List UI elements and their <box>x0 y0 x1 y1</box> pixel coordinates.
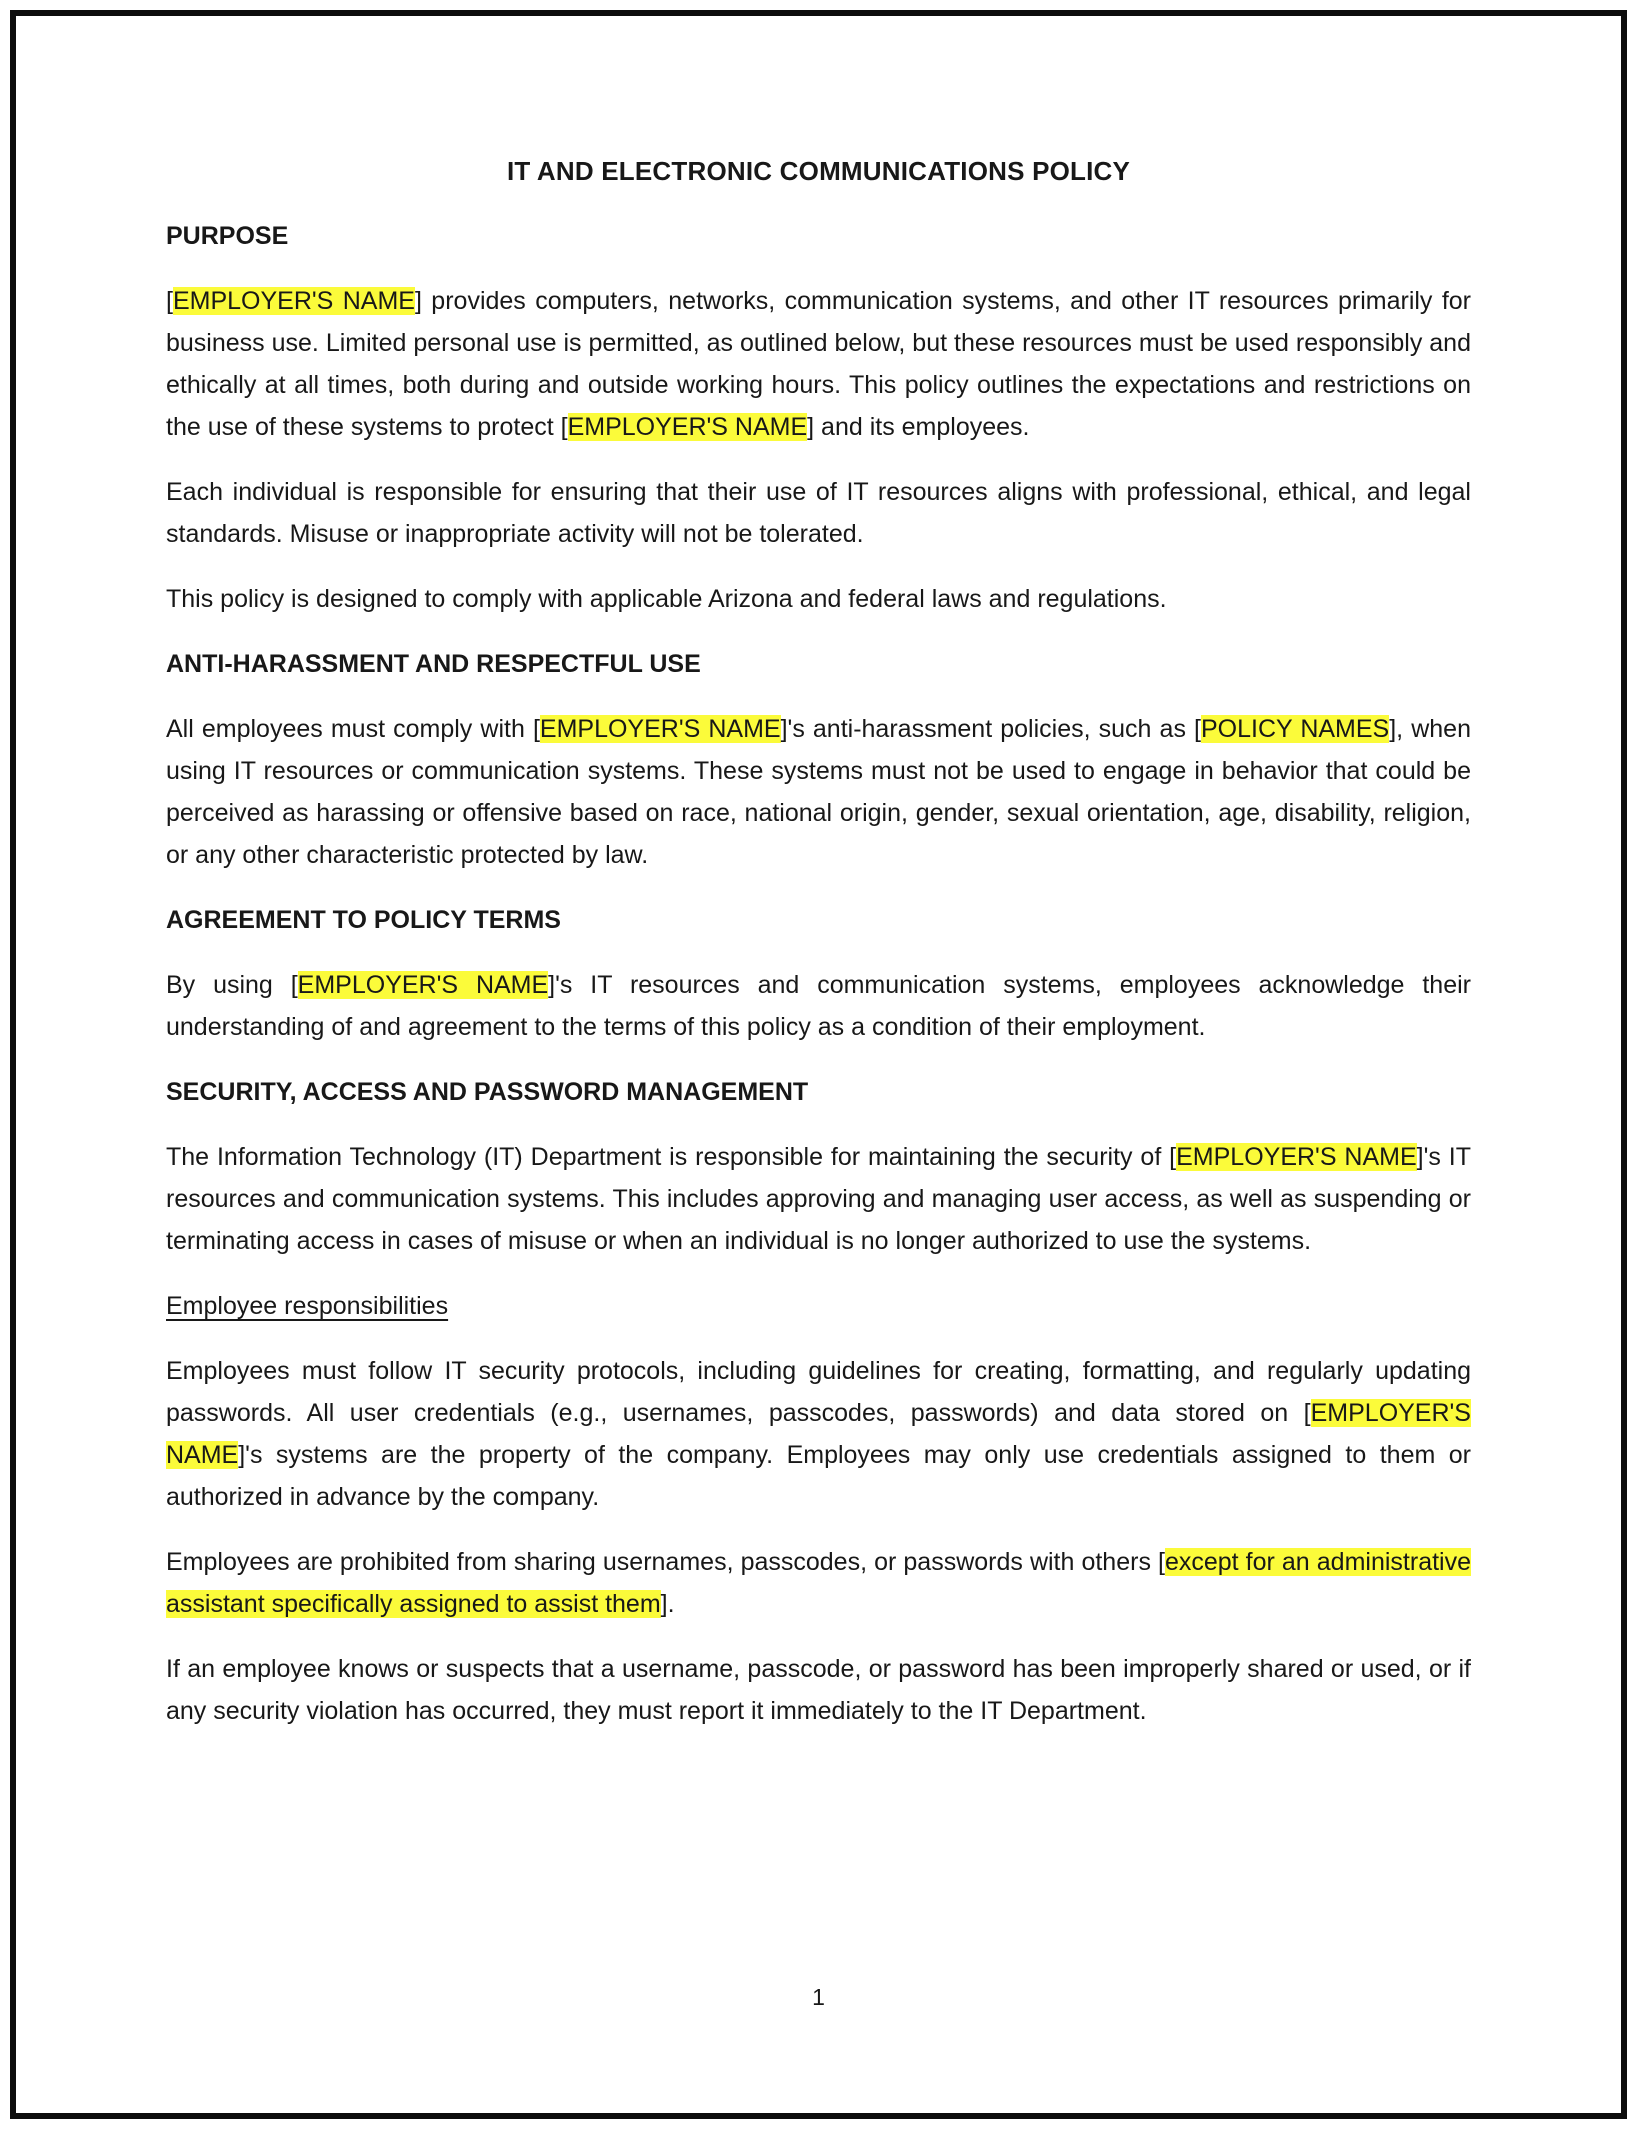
highlighted-text: POLICY NAMES <box>1200 715 1390 743</box>
text-run: IT AND ELECTRONIC COMMUNICATIONS POLICY <box>506 156 1131 186</box>
highlighted-text: EMPLOYER'S NAME <box>539 715 781 743</box>
heading <box>166 1071 1471 1113</box>
text-run: AGREEMENT TO POLICY TERMS <box>166 906 561 934</box>
paragraph <box>166 1541 1471 1625</box>
subheading <box>166 1285 1471 1327</box>
text-run: ], when using IT resources or communication systems. These systems must not be used to engage in behavior that could be perceived as harassing or offensive based on race, national origin, gender, sexual orientation, age, disability, religion, or any other characteristic protected by law. <box>166 715 1471 869</box>
document-title <box>166 150 1471 192</box>
heading <box>166 899 1471 941</box>
highlighted-text: EMPLOYER'S NAME <box>1176 1143 1417 1171</box>
text-run: ] provides computers, networks, communication systems, and other IT resources primarily for business use. Limited personal use is permitted, as outlined below, but these resources must be used responsibly and ethically at all times, both during and outside working hours. This policy outlines the expectations and restrictions on the use of these systems to protect [ <box>166 287 1472 441</box>
text-run: ]'s anti-harassment policies, such as [ <box>780 715 1201 743</box>
page-number: 1 <box>812 1984 825 2010</box>
highlighted-text: EMPLOYER'S NAME <box>297 971 549 999</box>
text-run: [ <box>166 287 173 315</box>
paragraph <box>166 578 1471 620</box>
paragraph <box>166 1350 1471 1518</box>
paragraph <box>166 280 1471 448</box>
document-content <box>166 150 1471 1755</box>
text-run: PURPOSE <box>166 222 289 250</box>
text-run: All employees must comply with [ <box>166 715 540 743</box>
highlighted-text: except for an administrative assistant specifically assigned to assist them <box>166 1548 1471 1618</box>
highlighted-text: EMPLOYER'S NAME <box>172 287 415 315</box>
heading <box>166 215 1471 257</box>
text-run: If an employee knows or suspects that a username, passcode, or password has been improperly shared or used, or if any security violation has occurred, they must report it immediately to the IT Department. <box>166 1655 1471 1725</box>
text-run: Employees are prohibited from sharing usernames, passcodes, or passwords with others [ <box>166 1548 1165 1576</box>
paragraph <box>166 1136 1471 1262</box>
text-run: Employee responsibilities <box>166 1292 449 1320</box>
text-run: ANTI-HARASSMENT AND RESPECTFUL USE <box>166 650 701 678</box>
text-run: SECURITY, ACCESS AND PASSWORD MANAGEMENT <box>166 1078 809 1106</box>
paragraph <box>166 708 1471 876</box>
paragraph <box>166 964 1471 1048</box>
text-run: ] and its employees. <box>807 413 1030 441</box>
text-run: ]. <box>660 1590 675 1618</box>
text-run: Employees must follow IT security protocols, including guidelines for creating, formatting, and regularly updating passwords. All user credentials (e.g., usernames, passcodes, passwords) and data stored on [ <box>166 1357 1471 1427</box>
text-run: ]'s systems are the property of the company. Employees may only use credentials assigned to them or authorized in advance by the company. <box>166 1441 1471 1511</box>
highlighted-text: EMPLOYER'S NAME <box>166 1399 1471 1469</box>
text-run: This policy is designed to comply with applicable Arizona and federal laws and regulations. <box>166 585 1167 613</box>
paragraph <box>166 1648 1471 1732</box>
text-run: Each individual is responsible for ensuring that their use of IT resources aligns with professional, ethical, and legal standards. Misuse or inappropriate activity will not be tolerated. <box>166 478 1471 548</box>
paragraph <box>166 471 1471 555</box>
text-run: By using [ <box>166 971 298 999</box>
heading <box>166 643 1471 685</box>
text-run: ]'s IT resources and communication systems, employees acknowledge their understanding of and agreement to the terms of this policy as a condition of their employment. <box>166 971 1471 1041</box>
highlighted-text: EMPLOYER'S NAME <box>567 413 808 441</box>
text-run: The Information Technology (IT) Department is responsible for maintaining the security of [ <box>166 1143 1177 1171</box>
text-run: ]'s IT resources and communication systems. This includes approving and managing user access, as well as suspending or terminating access in cases of misuse or when an individual is no longer authorized to use the systems. <box>166 1143 1471 1255</box>
